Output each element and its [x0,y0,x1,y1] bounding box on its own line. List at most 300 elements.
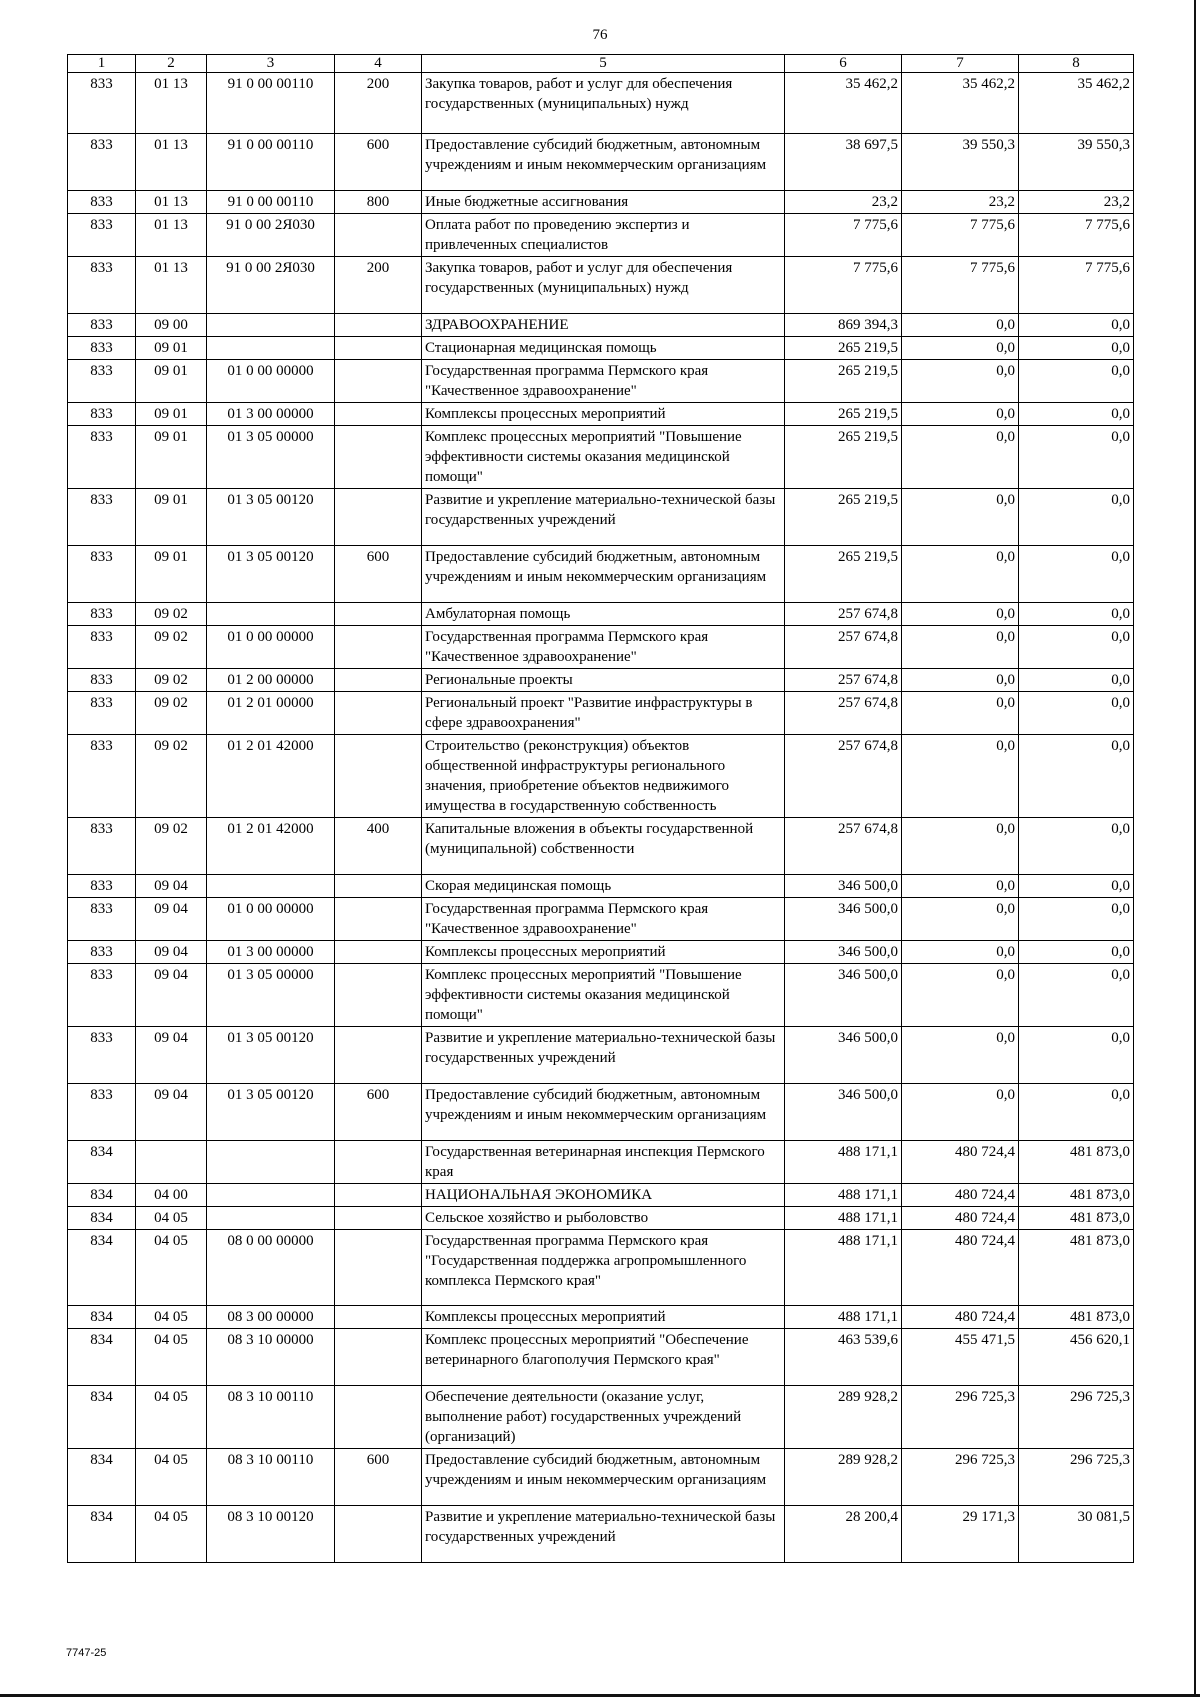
table-header [68,55,1134,73]
header-row [68,55,1134,73]
table-row [68,426,1134,489]
table-cell-col8: 0,0 [1019,314,1134,337]
table-cell-col6: 346 500,0 [785,964,902,1027]
table-cell-col8: 0,0 [1019,360,1134,403]
table-cell-col4: 600 [335,134,422,191]
table-cell-col8: 0,0 [1019,818,1134,875]
table-cell-col6: 488 171,1 [785,1306,902,1329]
table-cell-col5: Предоставление субсидий бюджетным, автономным учреждениям и иным некоммерческим организациям [422,1449,785,1506]
table-row [68,314,1134,337]
table-cell-col7: 455 471,5 [902,1329,1019,1386]
table-cell-col6: 265 219,5 [785,403,902,426]
table-cell-col1: 833 [68,360,136,403]
table-cell-col5: Закупка товаров, работ и услуг для обеспечения государственных (муниципальных) нужд [422,73,785,134]
col-header-2: 2 [136,55,207,73]
table-cell-col5: Развитие и укрепление материально-технической базы государственных учреждений [422,1506,785,1563]
table-cell-col6: 265 219,5 [785,426,902,489]
table-cell-col1: 834 [68,1141,136,1184]
table-row [68,489,1134,546]
table-cell-col7: 0,0 [902,403,1019,426]
table-cell-col6: 346 500,0 [785,941,902,964]
table-cell-col3: 01 3 00 00000 [207,403,335,426]
table-row [68,1449,1134,1506]
table-cell-col6: 28 200,4 [785,1506,902,1563]
table-cell-col4 [335,735,422,818]
table-cell-col1: 833 [68,626,136,669]
table-cell-col7: 0,0 [902,546,1019,603]
table-cell-col5: Комплекс процессных мероприятий "Обеспечение ветеринарного благополучия Пермского края" [422,1329,785,1386]
table-cell-col1: 833 [68,73,136,134]
table-cell-col6: 257 674,8 [785,603,902,626]
table-cell-col5: Комплекс процессных мероприятий "Повышение эффективности системы оказания медицинской помощи" [422,964,785,1027]
table-cell-col3: 01 3 05 00120 [207,546,335,603]
table-cell-col5: Предоставление субсидий бюджетным, автономным учреждениям и иным некоммерческим организациям [422,134,785,191]
table-cell-col2: 09 02 [136,735,207,818]
table-cell-col4 [335,603,422,626]
table-row [68,134,1134,191]
table-cell-col7: 35 462,2 [902,73,1019,134]
table-cell-col1: 833 [68,403,136,426]
table-cell-col3: 01 3 05 00000 [207,426,335,489]
table-cell-col1: 833 [68,603,136,626]
table-cell-col6: 289 928,2 [785,1449,902,1506]
table-cell-col7: 0,0 [902,941,1019,964]
table-cell-col8: 296 725,3 [1019,1386,1134,1449]
table-cell-col2: 04 05 [136,1306,207,1329]
table-cell-col5: Сельское хозяйство и рыболовство [422,1207,785,1230]
table-cell-col6: 488 171,1 [785,1141,902,1184]
table-cell-col1: 833 [68,134,136,191]
table-cell-col8: 0,0 [1019,603,1134,626]
table-row [68,875,1134,898]
table-cell-col4 [335,1230,422,1306]
table-cell-col3: 08 3 10 00120 [207,1506,335,1563]
table-cell-col1: 834 [68,1449,136,1506]
col-header-5: 5 [422,55,785,73]
table-cell-col8: 481 873,0 [1019,1184,1134,1207]
table-cell-col5: Комплекс процессных мероприятий "Повышение эффективности системы оказания медицинской помощи" [422,426,785,489]
table-cell-col6: 289 928,2 [785,1386,902,1449]
table-cell-col6: 488 171,1 [785,1230,902,1306]
table-cell-col2: 09 04 [136,1027,207,1084]
table-cell-col5: Государственная программа Пермского края "Государственная поддержка агропромышленного комплекса Пермского края" [422,1230,785,1306]
table-cell-col1: 833 [68,257,136,314]
table-cell-col1: 834 [68,1207,136,1230]
table-row [68,1027,1134,1084]
table-cell-col3: 01 0 00 00000 [207,898,335,941]
table-body [68,73,1134,1563]
table-cell-col3: 01 3 00 00000 [207,941,335,964]
table-cell-col6: 257 674,8 [785,692,902,735]
table-cell-col3 [207,337,335,360]
table-cell-col7: 480 724,4 [902,1230,1019,1306]
table-cell-col3: 91 0 00 2Я030 [207,257,335,314]
col-header-6: 6 [785,55,902,73]
table-cell-col1: 834 [68,1230,136,1306]
table-cell-col2: 01 13 [136,214,207,257]
table-cell-col7: 7 775,6 [902,257,1019,314]
table-cell-col1: 833 [68,546,136,603]
table-row [68,257,1134,314]
table-cell-col6: 265 219,5 [785,489,902,546]
table-cell-col6: 257 674,8 [785,669,902,692]
table-cell-col4: 400 [335,818,422,875]
table-cell-col7: 0,0 [902,898,1019,941]
table-cell-col3 [207,1184,335,1207]
table-row [68,1306,1134,1329]
table-cell-col3: 01 0 00 00000 [207,360,335,403]
table-cell-col6: 346 500,0 [785,1027,902,1084]
table-cell-col7: 480 724,4 [902,1184,1019,1207]
table-cell-col4 [335,898,422,941]
table-cell-col1: 833 [68,941,136,964]
table-row [68,403,1134,426]
table-row [68,73,1134,134]
table-cell-col1: 833 [68,692,136,735]
table-cell-col7: 0,0 [902,426,1019,489]
scan-edge-right [1194,0,1196,1697]
table-cell-col1: 833 [68,1084,136,1141]
table-cell-col2 [136,1141,207,1184]
table-cell-col2: 09 04 [136,941,207,964]
table-cell-col3: 01 2 00 00000 [207,669,335,692]
table-cell-col2: 09 02 [136,626,207,669]
table-cell-col4 [335,941,422,964]
table-cell-col1: 834 [68,1184,136,1207]
table-cell-col3: 91 0 00 00110 [207,134,335,191]
table-cell-col2: 04 05 [136,1449,207,1506]
col-header-7: 7 [902,55,1019,73]
table-cell-col7: 0,0 [902,314,1019,337]
table-cell-col2: 01 13 [136,257,207,314]
table-cell-col6: 257 674,8 [785,735,902,818]
table-cell-col5: Государственная программа Пермского края "Качественное здравоохранение" [422,360,785,403]
table-cell-col6: 265 219,5 [785,546,902,603]
table-cell-col1: 833 [68,818,136,875]
table-cell-col8: 0,0 [1019,875,1134,898]
table-cell-col6: 38 697,5 [785,134,902,191]
table-cell-col8: 30 081,5 [1019,1506,1134,1563]
table-row [68,191,1134,214]
table-cell-col3: 91 0 00 2Я030 [207,214,335,257]
table-cell-col8: 0,0 [1019,1084,1134,1141]
table-cell-col5: Комплексы процессных мероприятий [422,941,785,964]
table-cell-col5: Оплата работ по проведению экспертиз и привлеченных специалистов [422,214,785,257]
table-row [68,898,1134,941]
table-cell-col5: Региональные проекты [422,669,785,692]
table-cell-col7: 0,0 [902,626,1019,669]
table-cell-col6: 7 775,6 [785,257,902,314]
table-cell-col2: 09 01 [136,360,207,403]
table-row [68,626,1134,669]
table-cell-col4 [335,1329,422,1386]
table-cell-col5: ЗДРАВООХРАНЕНИЕ [422,314,785,337]
table-cell-col5: Государственная программа Пермского края "Качественное здравоохранение" [422,626,785,669]
table-cell-col2: 04 05 [136,1506,207,1563]
table-cell-col1: 834 [68,1506,136,1563]
table-cell-col7: 0,0 [902,875,1019,898]
table-cell-col3: 08 3 10 00000 [207,1329,335,1386]
table-cell-col2: 09 02 [136,692,207,735]
table-cell-col7: 0,0 [902,489,1019,546]
table-cell-col4 [335,426,422,489]
table-cell-col3: 01 3 05 00120 [207,1027,335,1084]
table-cell-col1: 833 [68,214,136,257]
table-cell-col1: 833 [68,191,136,214]
table-cell-col5: Комплексы процессных мероприятий [422,403,785,426]
table-cell-col7: 29 171,3 [902,1506,1019,1563]
table-cell-col5: Предоставление субсидий бюджетным, автономным учреждениям и иным некоммерческим организациям [422,1084,785,1141]
table-cell-col5: Капитальные вложения в объекты государственной (муниципальной) собственности [422,818,785,875]
table-cell-col4 [335,360,422,403]
table-cell-col3 [207,875,335,898]
table-cell-col2: 09 04 [136,964,207,1027]
table-row [68,818,1134,875]
table-cell-col8: 7 775,6 [1019,214,1134,257]
col-header-3: 3 [207,55,335,73]
table-cell-col4 [335,626,422,669]
table-cell-col2: 09 02 [136,603,207,626]
table-row [68,546,1134,603]
table-cell-col4 [335,1184,422,1207]
table-cell-col1: 834 [68,1386,136,1449]
table-row [68,1084,1134,1141]
table-cell-col4 [335,314,422,337]
table-cell-col1: 834 [68,1329,136,1386]
table-cell-col2: 09 04 [136,875,207,898]
table-cell-col1: 833 [68,1027,136,1084]
page-number: 76 [592,27,608,43]
table-cell-col5: НАЦИОНАЛЬНАЯ ЭКОНОМИКА [422,1184,785,1207]
table-cell-col2: 09 00 [136,314,207,337]
table-cell-col3 [207,1207,335,1230]
table-cell-col7: 480 724,4 [902,1141,1019,1184]
table-cell-col2: 09 04 [136,898,207,941]
table-cell-col4: 600 [335,1084,422,1141]
table-cell-col1: 834 [68,1306,136,1329]
table-cell-col6: 346 500,0 [785,898,902,941]
table-cell-col8: 0,0 [1019,403,1134,426]
table-row [68,964,1134,1027]
table-cell-col5: Предоставление субсидий бюджетным, автономным учреждениям и иным некоммерческим организациям [422,546,785,603]
table-cell-col4: 200 [335,257,422,314]
table-cell-col7: 23,2 [902,191,1019,214]
table-cell-col8: 0,0 [1019,546,1134,603]
table-cell-col2: 04 00 [136,1184,207,1207]
table-cell-col7: 296 725,3 [902,1386,1019,1449]
table-row [68,1386,1134,1449]
table-cell-col6: 346 500,0 [785,875,902,898]
table-cell-col4 [335,1141,422,1184]
table-cell-col6: 869 394,3 [785,314,902,337]
table-cell-col5: Государственная программа Пермского края "Качественное здравоохранение" [422,898,785,941]
table-cell-col1: 833 [68,337,136,360]
table-cell-col4 [335,875,422,898]
table-row [68,941,1134,964]
table-cell-col5: Развитие и укрепление материально-технической базы государственных учреждений [422,1027,785,1084]
table-cell-col4 [335,1207,422,1230]
table-cell-col2: 09 01 [136,403,207,426]
table-cell-col6: 488 171,1 [785,1184,902,1207]
table-cell-col4 [335,669,422,692]
table-row [68,692,1134,735]
table-cell-col6: 346 500,0 [785,1084,902,1141]
table-cell-col1: 833 [68,669,136,692]
table-cell-col3 [207,1141,335,1184]
table-cell-col8: 0,0 [1019,626,1134,669]
table-cell-col5: Региональный проект "Развитие инфраструктуры в сфере здравоохранения" [422,692,785,735]
table-cell-col8: 0,0 [1019,898,1134,941]
table-cell-col2: 01 13 [136,191,207,214]
table-cell-col4 [335,692,422,735]
table-cell-col8: 481 873,0 [1019,1207,1134,1230]
table-cell-col7: 0,0 [902,1084,1019,1141]
table-cell-col2: 09 02 [136,818,207,875]
table-cell-col6: 463 539,6 [785,1329,902,1386]
table-cell-col8: 0,0 [1019,489,1134,546]
table-cell-col3: 08 3 10 00110 [207,1449,335,1506]
table-cell-col3: 08 0 00 00000 [207,1230,335,1306]
document-code: 7747-25 [66,1647,107,1659]
table-cell-col4: 600 [335,546,422,603]
table-cell-col7: 39 550,3 [902,134,1019,191]
table-cell-col2: 04 05 [136,1329,207,1386]
table-cell-col7: 7 775,6 [902,214,1019,257]
table-cell-col7: 296 725,3 [902,1449,1019,1506]
table-cell-col3: 01 0 00 00000 [207,626,335,669]
table-row [68,360,1134,403]
table-cell-col4 [335,1506,422,1563]
table-cell-col7: 0,0 [902,337,1019,360]
table-cell-col4 [335,1027,422,1084]
table-cell-col7: 0,0 [902,692,1019,735]
table-cell-col8: 7 775,6 [1019,257,1134,314]
table-cell-col8: 0,0 [1019,1027,1134,1084]
table-cell-col6: 257 674,8 [785,818,902,875]
table-cell-col8: 0,0 [1019,669,1134,692]
table-cell-col1: 833 [68,489,136,546]
table-cell-col5: Обеспечение деятельности (оказание услуг, выполнение работ) государственных учреждений (организаций) [422,1386,785,1449]
table-cell-col4 [335,214,422,257]
table-row [68,1141,1134,1184]
table-cell-col4 [335,964,422,1027]
table-cell-col5: Строительство (реконструкция) объектов общественной инфраструктуры регионального значения, приобретение объектов недвижимого имущества в государственную собственность [422,735,785,818]
table-cell-col4 [335,403,422,426]
table-cell-col4: 800 [335,191,422,214]
table-cell-col2: 01 13 [136,134,207,191]
table-cell-col3: 01 2 01 42000 [207,818,335,875]
table-cell-col2: 04 05 [136,1230,207,1306]
table-cell-col3: 91 0 00 00110 [207,73,335,134]
table-row [68,1184,1134,1207]
table-cell-col2: 09 01 [136,426,207,489]
table-cell-col3: 01 3 05 00120 [207,489,335,546]
table-cell-col8: 296 725,3 [1019,1449,1134,1506]
table-cell-col3: 91 0 00 00110 [207,191,335,214]
col-header-1: 1 [68,55,136,73]
table-cell-col7: 480 724,4 [902,1207,1019,1230]
table-cell-col4 [335,337,422,360]
table-cell-col1: 833 [68,426,136,489]
table-cell-col8: 0,0 [1019,964,1134,1027]
table-cell-col5: Государственная ветеринарная инспекция Пермского края [422,1141,785,1184]
table-cell-col5: Иные бюджетные ассигнования [422,191,785,214]
table-cell-col6: 488 171,1 [785,1207,902,1230]
table-cell-col2: 09 01 [136,546,207,603]
table-cell-col7: 0,0 [902,1027,1019,1084]
table-cell-col3: 08 3 10 00110 [207,1386,335,1449]
table-cell-col3: 08 3 00 00000 [207,1306,335,1329]
table-cell-col5: Закупка товаров, работ и услуг для обеспечения государственных (муниципальных) нужд [422,257,785,314]
budget-table [67,54,1134,1563]
table-cell-col6: 7 775,6 [785,214,902,257]
table-cell-col8: 0,0 [1019,426,1134,489]
table-cell-col8: 0,0 [1019,941,1134,964]
table-cell-col6: 23,2 [785,191,902,214]
table-cell-col4 [335,489,422,546]
table-cell-col4 [335,1386,422,1449]
table-cell-col3 [207,603,335,626]
table-cell-col6: 257 674,8 [785,626,902,669]
table-row [68,1506,1134,1563]
table-cell-col5: Амбулаторная помощь [422,603,785,626]
table-row [68,1230,1134,1306]
table-cell-col1: 833 [68,898,136,941]
table-cell-col3: 01 3 05 00000 [207,964,335,1027]
col-header-4: 4 [335,55,422,73]
table-cell-col2: 09 04 [136,1084,207,1141]
table-cell-col3: 01 2 01 42000 [207,735,335,818]
table-row [68,669,1134,692]
table-cell-col1: 833 [68,735,136,818]
table-cell-col8: 456 620,1 [1019,1329,1134,1386]
table-cell-col7: 0,0 [902,735,1019,818]
table-row [68,603,1134,626]
table-cell-col5: Комплексы процессных мероприятий [422,1306,785,1329]
table-cell-col8: 481 873,0 [1019,1306,1134,1329]
table-cell-col4: 200 [335,73,422,134]
table-cell-col7: 0,0 [902,818,1019,875]
table-cell-col2: 09 02 [136,669,207,692]
table-row [68,735,1134,818]
table-cell-col7: 480 724,4 [902,1306,1019,1329]
table-cell-col3: 01 3 05 00120 [207,1084,335,1141]
table-cell-col8: 481 873,0 [1019,1141,1134,1184]
table-cell-col2: 09 01 [136,337,207,360]
table-cell-col8: 0,0 [1019,692,1134,735]
table-cell-col4: 600 [335,1449,422,1506]
table-cell-col8: 0,0 [1019,735,1134,818]
table-row [68,1207,1134,1230]
table-cell-col5: Скорая медицинская помощь [422,875,785,898]
table-row [68,214,1134,257]
table-row [68,337,1134,360]
table-cell-col6: 265 219,5 [785,337,902,360]
table-cell-col4 [335,1306,422,1329]
table-row [68,1329,1134,1386]
table-cell-col2: 04 05 [136,1386,207,1449]
table-cell-col1: 833 [68,875,136,898]
table-cell-col2: 04 05 [136,1207,207,1230]
table-cell-col6: 265 219,5 [785,360,902,403]
table-cell-col7: 0,0 [902,964,1019,1027]
table-cell-col7: 0,0 [902,603,1019,626]
table-cell-col3 [207,314,335,337]
table-cell-col6: 35 462,2 [785,73,902,134]
table-cell-col2: 01 13 [136,73,207,134]
table-cell-col7: 0,0 [902,669,1019,692]
table-cell-col1: 833 [68,314,136,337]
